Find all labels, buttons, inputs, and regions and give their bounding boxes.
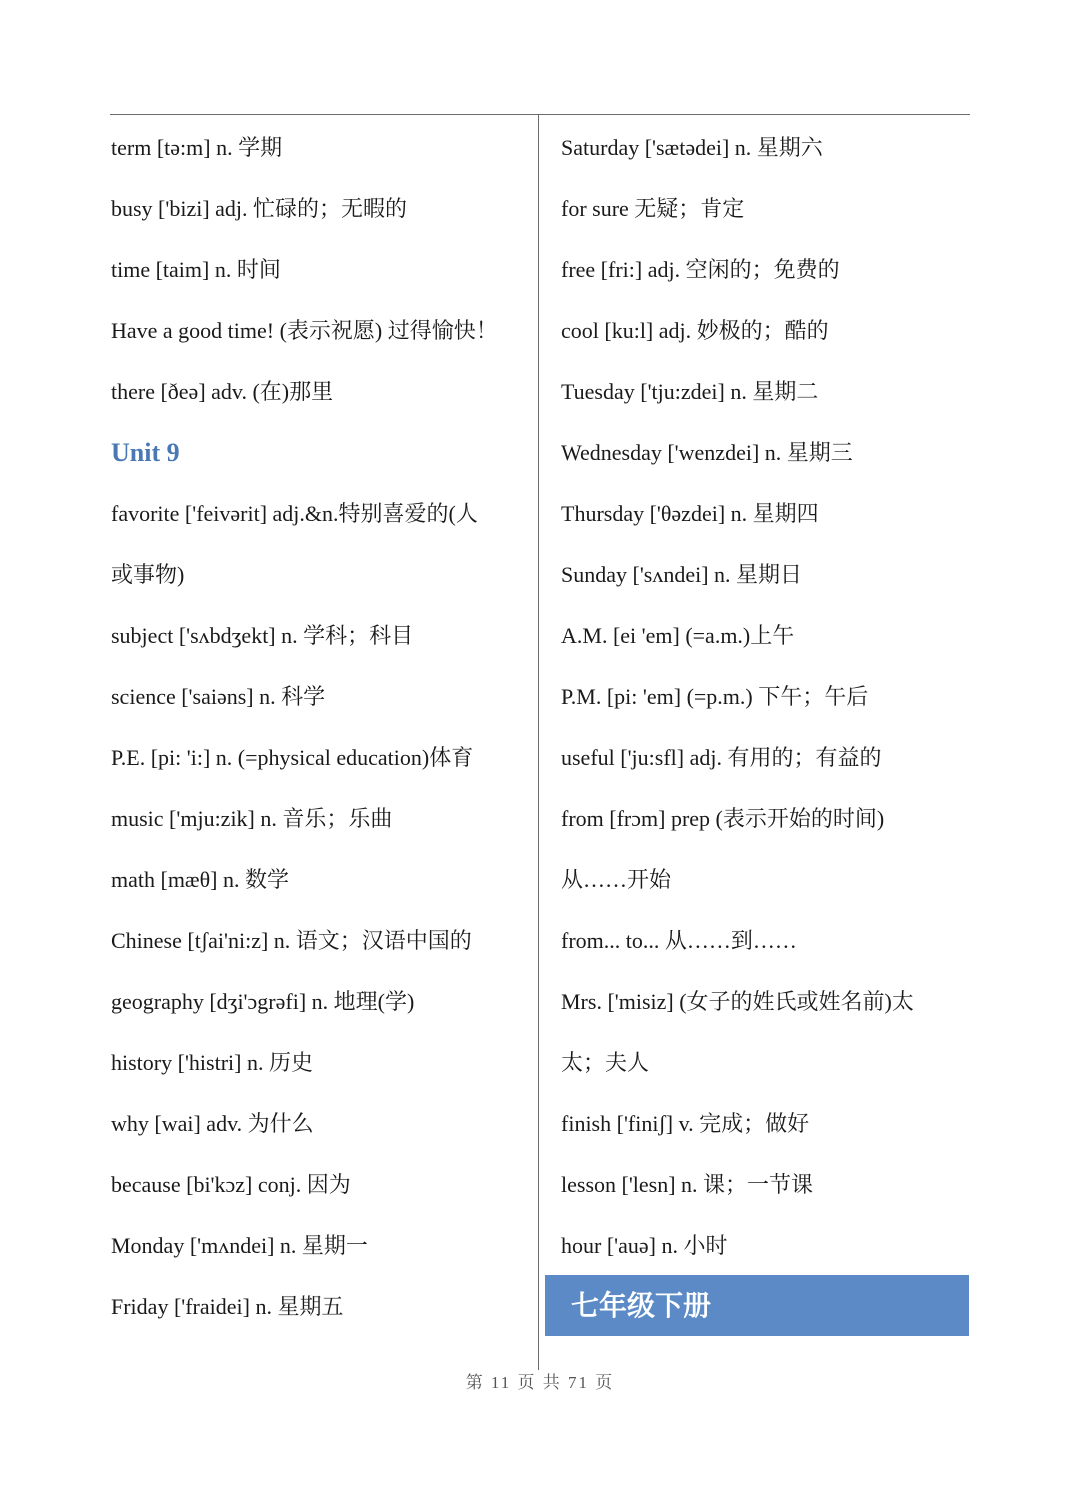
vocab-entry: time [taim] n. 时间 — [111, 257, 281, 282]
vocab-entry: Sunday ['sʌndei] n. 星期日 — [561, 562, 803, 587]
vocab-entry: favorite ['feivərit] adj.&n.特别喜爱的(人 — [111, 501, 478, 526]
vocab-entry: for sure 无疑；肯定 — [561, 196, 745, 221]
vocab-entry: subject ['sʌbdʒekt] n. 学科；科目 — [111, 623, 414, 648]
vocab-entry: Chinese [tʃai'ni:z] n. 语文；汉语中国的 — [111, 928, 472, 953]
vocab-entry: music ['mju:zik] n. 音乐；乐曲 — [111, 806, 393, 831]
vocab-entry: useful ['ju:sfl] adj. 有用的；有益的 — [561, 745, 882, 770]
vocab-entry: hour ['auə] n. 小时 — [561, 1233, 728, 1258]
vocab-entry: 从……开始 — [561, 867, 672, 892]
vocab-entry: P.M. [pi: 'em] (=p.m.) 下午；午后 — [561, 684, 869, 709]
vocab-entry: P.E. [pi: 'i:] n. (=physical education)体育 — [111, 745, 474, 770]
vocab-entry: because [bi'kɔz] conj. 因为 — [111, 1172, 351, 1197]
vocab-entry: math [mæθ] n. 数学 — [111, 867, 289, 892]
vocab-entry: Thursday ['θəzdei] n. 星期四 — [561, 501, 819, 526]
vocab-entry: 或事物) — [111, 562, 185, 587]
vocab-entry: there [ðeə] adv. (在)那里 — [111, 379, 334, 404]
grade-section-banner: 七年级下册 — [545, 1275, 969, 1336]
vocab-entry: lesson ['lesn] n. 课；一节课 — [561, 1172, 814, 1197]
vocab-entry: Saturday ['sætədei] n. 星期六 — [561, 135, 823, 160]
vocab-entry: cool [ku:l] adj. 妙极的；酷的 — [561, 318, 829, 343]
vocab-entry: free [fri:] adj. 空闲的；免费的 — [561, 257, 840, 282]
vocab-entry: Mrs. ['misiz] (女子的姓氏或姓名前)太 — [561, 989, 914, 1014]
vocabulary-column-right — [561, 117, 971, 1276]
page-footer: 第 11 页 共 71 页 — [465, 1373, 615, 1392]
vocab-entry: from... to... 从……到…… — [561, 928, 797, 953]
unit-heading: Unit 9 — [111, 438, 180, 467]
vocab-entry: Tuesday ['tju:zdei] n. 星期二 — [561, 379, 819, 404]
vocab-entry: Friday ['fraidei] n. 星期五 — [111, 1294, 344, 1319]
vocab-entry: history ['histri] n. 历史 — [111, 1050, 313, 1075]
vocab-entry: Wednesday ['wenzdei] n. 星期三 — [561, 440, 853, 465]
column-divider — [538, 115, 539, 1370]
vocab-entry: finish ['finiʃ] v. 完成；做好 — [561, 1111, 810, 1136]
vocab-entry: Monday ['mʌndei] n. 星期一 — [111, 1233, 368, 1258]
vocab-entry: geography [dʒi'ɔgrəfi] n. 地理(学) — [111, 989, 415, 1014]
vocab-entry: science ['saiəns] n. 科学 — [111, 684, 326, 709]
vocabulary-column-left — [111, 117, 536, 1337]
header-rule — [110, 114, 970, 115]
vocab-entry: A.M. [ei 'em] (=a.m.)上午 — [561, 623, 795, 648]
vocab-entry: from [frɔm] prep (表示开始的时间) — [561, 806, 885, 831]
vocab-entry: busy ['bizi] adj. 忙碌的；无暇的 — [111, 196, 408, 221]
vocab-entry: why [wai] adv. 为什么 — [111, 1111, 314, 1136]
vocab-entry: term [tə:m] n. 学期 — [111, 135, 283, 160]
vocab-entry: 太；夫人 — [561, 1050, 650, 1075]
vocab-entry: Have a good time! (表示祝愿) 过得愉快！ — [111, 318, 498, 343]
